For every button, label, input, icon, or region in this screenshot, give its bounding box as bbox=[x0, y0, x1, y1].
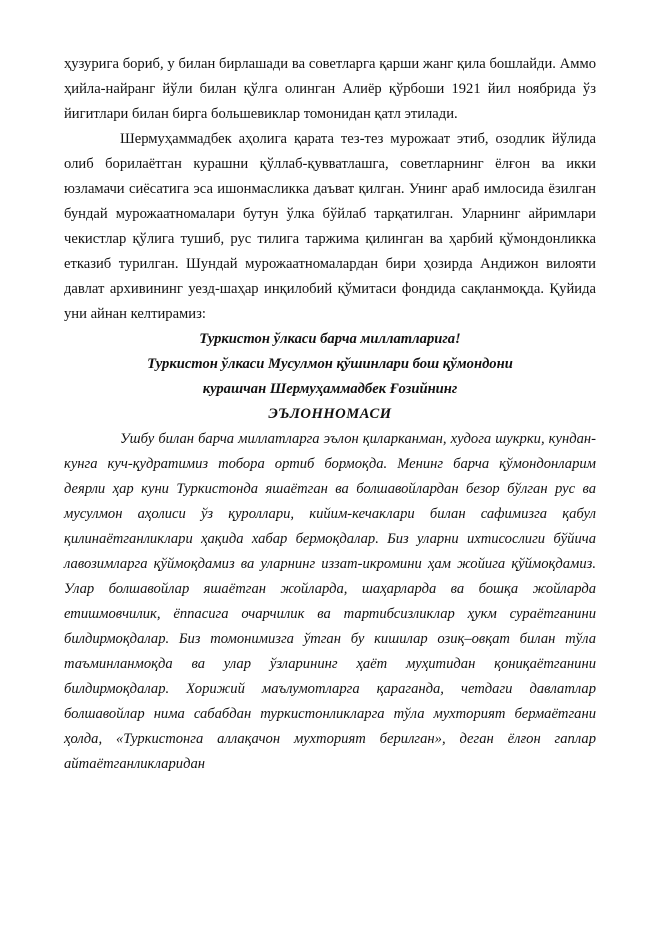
appeal-heading-line-3: курашчан Шермуҳаммадбек Ғозийнинг bbox=[202, 381, 458, 397]
appeal-text: Ушбу билан барча миллатларга эълон қиларканман, худога шукрки, кундан-кунга куч-қудратимиз тобора ортиб бормоқда. Менинг барча қўмондонларим деярли ҳар куни Туркистонда яшаётган ва болшавойлардан безор бўлган рус ва мусулмон аҳолиси ўз қуроллари, кийим-кечаклари билан сафимизга қабул қилинаётганликлари ҳақида хабар бермоқдалар. Биз уларни ихтисослиги бўйича лавозимларга қўймоқдамиз ва уларнинг иззат-икромини ҳам жойига қўймоқдамиз. Улар болшавойлар яшаётган жойларда, шаҳарларда ва бошқа жойларда етишмовчилик, ёппасига очарчилик ва тартибсизликлар ҳукм сураётганини билдирмоқдалар. Биз томонимизга ўтган бу кишилар озиқ–овқат билан тўла таъминланмоқда ва улар ўзларининг ҳаёт муҳитидан қониқаётганини билдирмоқдалар. Хорижий маълумотларга қараганда, четдаги давлатлар болшавойлар нима сабабдан туркистонликларга тўла мухторият бермаётгани ҳолда, «Туркистонга аллақачон мухторият берилган», деган ёлғон гаплар айтаётганликларидан bbox=[64, 431, 596, 772]
document-page bbox=[64, 52, 596, 777]
appeal-heading-line-1: Туркистон ўлкаси барча миллатларига! bbox=[199, 331, 461, 347]
appeal-title: ЭЪЛОННОМАСИ bbox=[268, 406, 392, 422]
appeal-heading-line-2: Туркистон ўлкаси Мусулмон қўшинлари бош қўмондони bbox=[147, 356, 513, 372]
paragraph-1: ҳузурига бориб, у билан бирлашади ва советларга қарши жанг қила бошлайди. Аммо ҳийла-найранг йўли билан қўлга олинган Алиёр қўрбоши 1921 йил ноябрида ўз йигитлари билан бирга большевиклар томонидан қатл этилади. bbox=[64, 56, 596, 122]
paragraph-2: Шермуҳаммадбек аҳолига қарата тез-тез мурожаат этиб, озодлик йўлида олиб борилаётган курашни қўллаб-қувватлашга, советларнинг ёлғон ва икки юзламачи сиёсатига эса ишонмасликка даъват қилган. Унинг араб имлосида ёзилган бундай мурожаатномалари бутун ўлка бўйлаб тарқатилган. Уларнинг айримлари чекистлар қўлига тушиб, рус тилига таржима қилинган ва ҳарбий қўмондонликка етказиб турилган. Шундай мурожаатномалардан бири ҳозирда Андижон вилояти давлат архивининг уезд-шаҳар инқилобий қўмитаси фондида сақланмоқда. Қуйида уни айнан келтирамиз: bbox=[64, 131, 596, 322]
